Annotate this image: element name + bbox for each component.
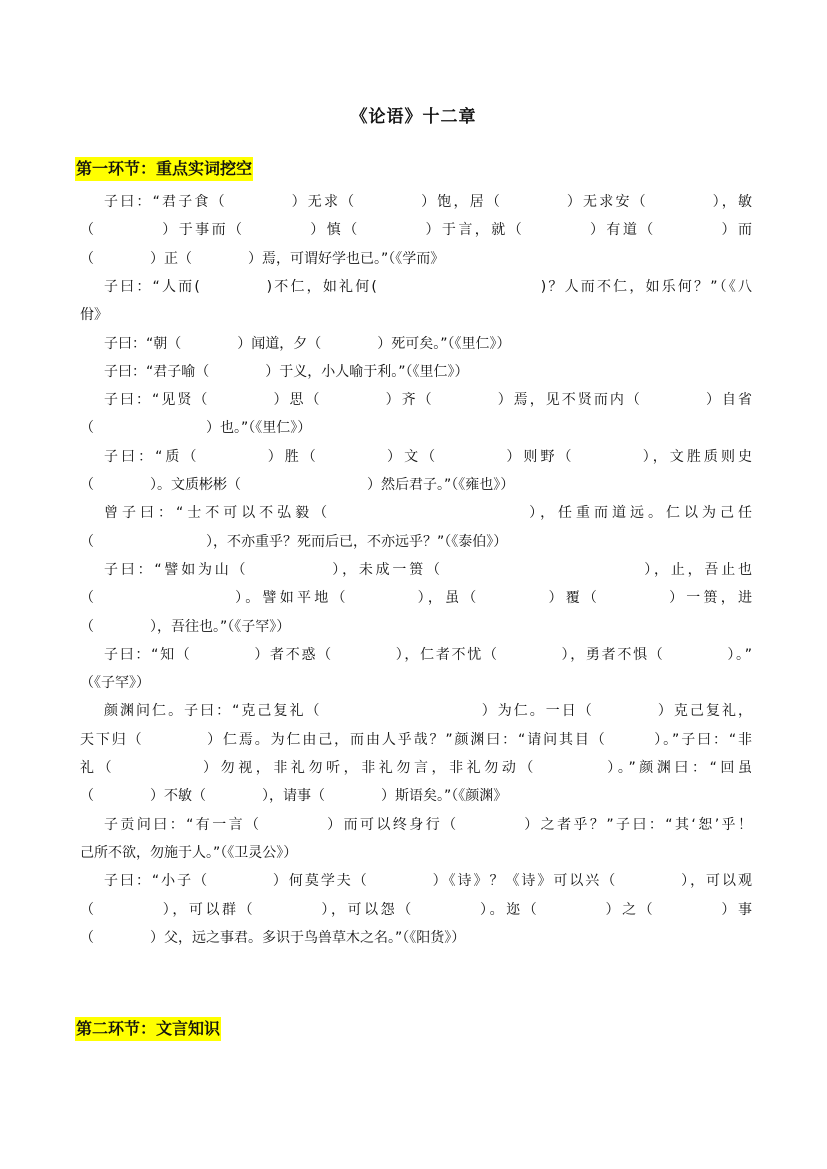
text-line: （ ）于事而（ ）慎（ ）于言，就（ ）有道（ ）而: [80, 222, 752, 239]
text-line: （ ），不亦重乎？死而后已，不亦远乎？”（《泰伯》）: [80, 533, 508, 550]
text-line: 子曰：“君子食（ ）无求（ ）饱，居（ ）无求安（ ），敏: [104, 194, 752, 210]
text-line: （ ）正（ ）焉，可谓好学也已。”（《学而》: [80, 250, 445, 267]
text-line: 子曰：“君子喻（ ）于义，小人喻于利。”（《里仁》）: [104, 363, 469, 380]
section-heading-2: 第二环节：文言知识: [75, 1017, 221, 1041]
text-line: 子曰：“知（ ）者不惑（ ），仁者不忧（ ），勇者不惧（ ）。”: [104, 646, 752, 663]
text-line: （ ），吾往也。”（《子罕》）: [80, 618, 291, 635]
text-line: （ ），可以群（ ），可以怨（ ）。迩（ ）之（ ）事: [80, 901, 752, 918]
text-line: 佾》: [80, 307, 108, 324]
text-line: （ ）。文质彬彬（ ）然后君子。”（《雍也》）: [80, 477, 515, 493]
text-line: 颜渊问仁。子曰：“克己复礼（ ）为仁。一日（ ）克己复礼，: [104, 703, 752, 720]
text-line: （《子罕》）: [80, 675, 150, 692]
text-line: 子曰：“见贤（ ）思（ ）齐（ ）焉，见不贤而内（ ）自省: [104, 392, 752, 409]
text-line: （ ）不敏（ ），请事（ ）斯语矣。”（《颜渊》: [80, 788, 508, 805]
text-line: （ ）也。”（《里仁》）: [80, 420, 312, 437]
text-line: 子贡问曰：“有一言（ ）而可以终身行（ ）之者乎？”子曰：“其‘恕’乎！: [104, 816, 752, 833]
text-line: 己所不欲，勿施于人。”（《卫灵公》）: [80, 844, 298, 861]
text-line: 子曰：“人而( )不仁，如礼何( )？人而不仁，如乐何？”（《八: [104, 278, 752, 295]
text-line: 子曰：“质（ ）胜（ ）文（ ）则野（ ），文胜质则史: [104, 448, 752, 465]
text-line: 礼（ ）勿视，非礼勿听，非礼勿言，非礼勿动（ ）。”颜渊曰：“回虽: [80, 760, 752, 776]
text-line: 天下归（ ）仁焉。为仁由己，而由人乎哉？”颜渊曰：“请问其目（ ）。”子曰：“非: [80, 731, 752, 748]
text-line: 子曰：“譬如为山（ ），未成一篑（ ），止，吾止也: [104, 561, 752, 578]
text-line: （ ）父，远之事君。多识于鸟兽草木之名。”（《阳货》）: [80, 929, 466, 946]
text-line: 曾子曰：“士不可以不弘毅（ ），任重而道远。仁以为己任: [104, 505, 752, 522]
section-heading-1: 第一环节：重点实词挖空: [75, 157, 253, 181]
text-line: 子曰：“小子（ ）何莫学夫（ ）《诗》？《诗》可以兴（ ），可以观: [104, 873, 752, 890]
text-line: 子曰：“朝（ ）闻道，夕（ ）死可矣。”（《里仁》）: [104, 335, 511, 352]
page-title: 《论语》十二章: [350, 107, 477, 127]
text-line: （ ）。譬如平地（ ），虽（ ）覆（ ）一篑，进: [80, 590, 752, 607]
